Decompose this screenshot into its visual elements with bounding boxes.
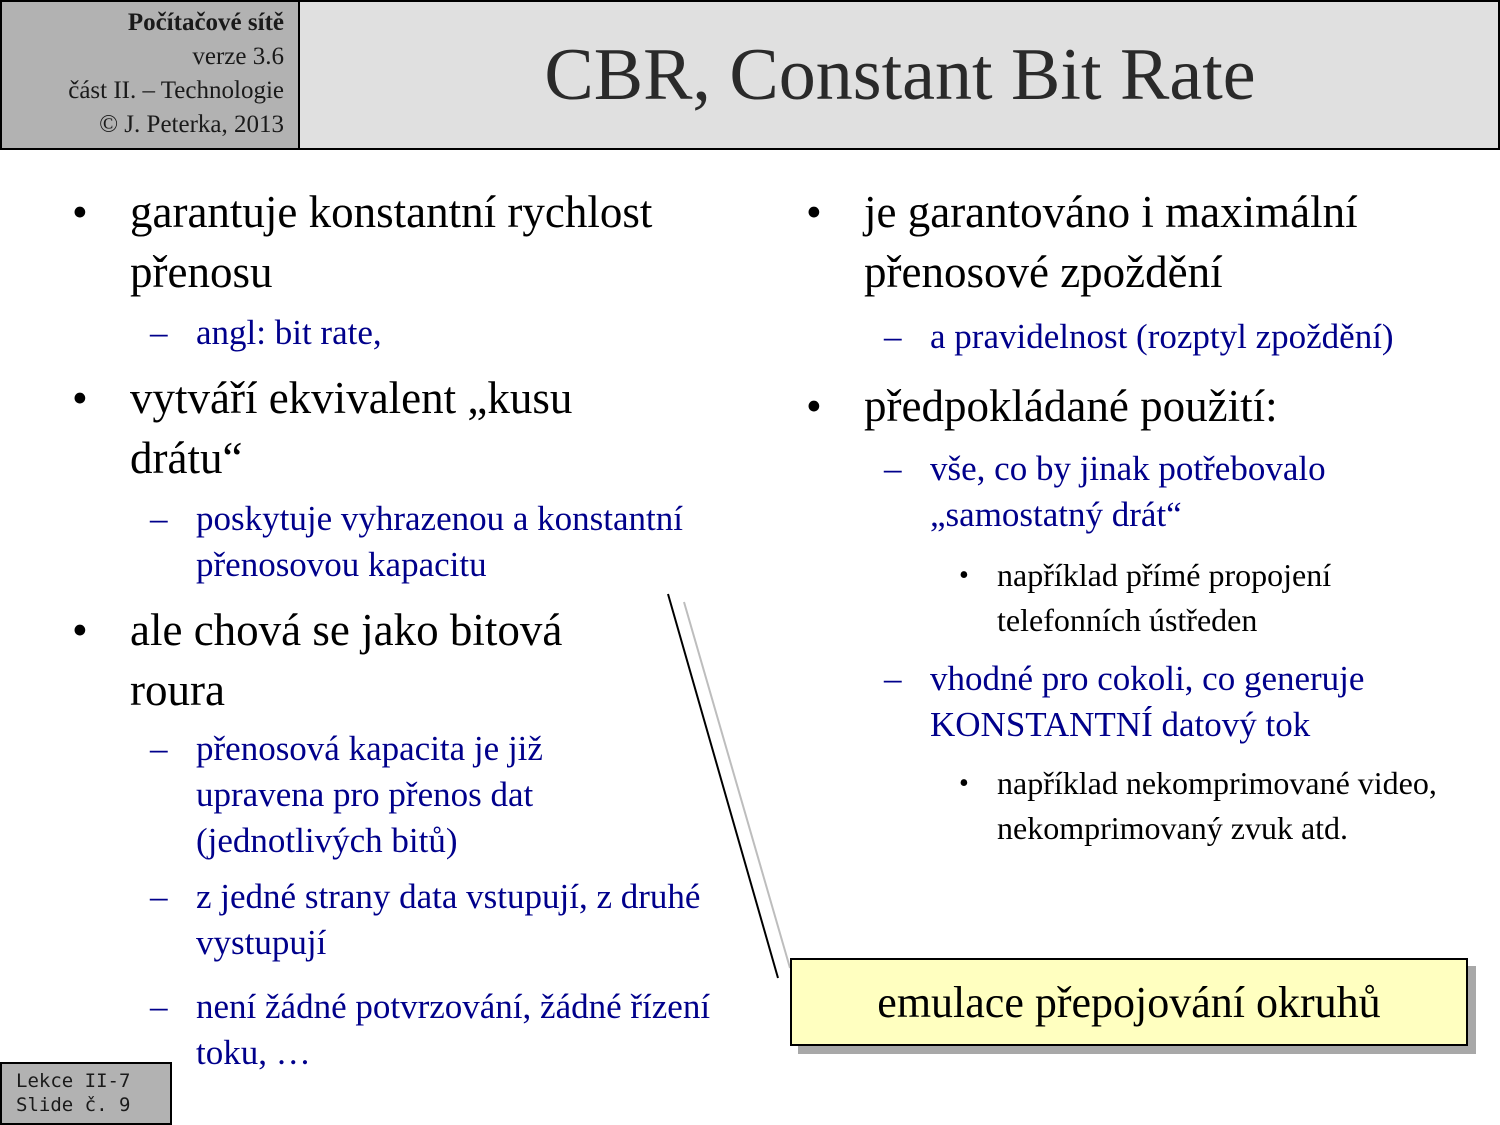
- right-bullet-2-text: předpokládané použití:: [864, 381, 1278, 431]
- slide-title: CBR, Constant Bit Rate: [544, 33, 1256, 116]
- dash-marker: –: [150, 987, 168, 1026]
- bullet-marker: •: [72, 373, 88, 423]
- bullet-marker: •: [806, 381, 822, 431]
- slide-footer: [0, 1062, 172, 1125]
- right-sub-2-2-text: vhodné pro cokoli, co generuje KONSTANTNÍ datový tok: [930, 659, 1365, 744]
- bullet-marker: •: [72, 605, 88, 655]
- small-bullet-marker: •: [959, 560, 969, 591]
- bullet-marker: •: [72, 187, 88, 237]
- dash-marker: –: [150, 877, 168, 916]
- course-name: Počítačové sítě: [127, 9, 284, 36]
- copyright-label: © J. Peterka, 2013: [99, 111, 284, 138]
- left-bullet-2-text: vytváří ekvivalent „kusu drátu“: [130, 373, 573, 483]
- callout-box: [790, 958, 1468, 1046]
- right-sub-2-1-text: vše, co by jinak potřebovalo „samostatný drát“: [930, 449, 1326, 534]
- callout-text: emulace přepojování okruhů: [877, 977, 1381, 1027]
- lesson-label: Lekce II-7: [16, 1070, 131, 1092]
- left-sub-2-1-text: poskytuje vyhrazenou a konstantní přenosovou kapacitu: [196, 499, 683, 584]
- right-bullet-1-text: je garantováno i maximální přenosové zpoždění: [864, 187, 1358, 297]
- left-sub-3-1-text: přenosová kapacita je již upravena pro přenos dat (jednotlivých bitů): [196, 729, 543, 860]
- bullet-marker: •: [806, 187, 822, 237]
- right-sub-1-1-text: a pravidelnost (rozptyl zpoždění): [930, 317, 1394, 356]
- dash-marker: –: [150, 499, 168, 538]
- left-bullet-3-text: ale chová se jako bitová roura: [130, 605, 563, 715]
- slide-number: Slide č. 9: [16, 1094, 131, 1116]
- right-subsub-2-1-1-text: například přímé propojení telefonních ústředen: [997, 557, 1332, 638]
- part-label: část II. – Technologie: [68, 77, 284, 104]
- dash-marker: –: [884, 449, 902, 488]
- left-sub-1-1-text: angl: bit rate,: [196, 313, 382, 352]
- left-bullet-1-text: garantuje konstantní rychlost přenosu: [130, 187, 653, 297]
- dash-marker: –: [884, 659, 902, 698]
- dash-marker: –: [150, 729, 168, 768]
- left-sub-3-2-text: z jedné strany data vstupují, z druhé vystupují: [196, 877, 701, 962]
- right-subsub-2-2-1-text: například nekomprimované video, nekomprimovaný zvuk atd.: [997, 765, 1437, 846]
- small-bullet-marker: •: [959, 768, 969, 799]
- connector-line: [668, 594, 778, 978]
- left-sub-3-3-text: není žádné potvrzování, žádné řízení toku, …: [196, 987, 711, 1072]
- dash-marker: –: [150, 313, 168, 352]
- dash-marker: –: [884, 317, 902, 356]
- version-label: verze 3.6: [192, 43, 284, 70]
- connector-shadow-line: [684, 602, 790, 968]
